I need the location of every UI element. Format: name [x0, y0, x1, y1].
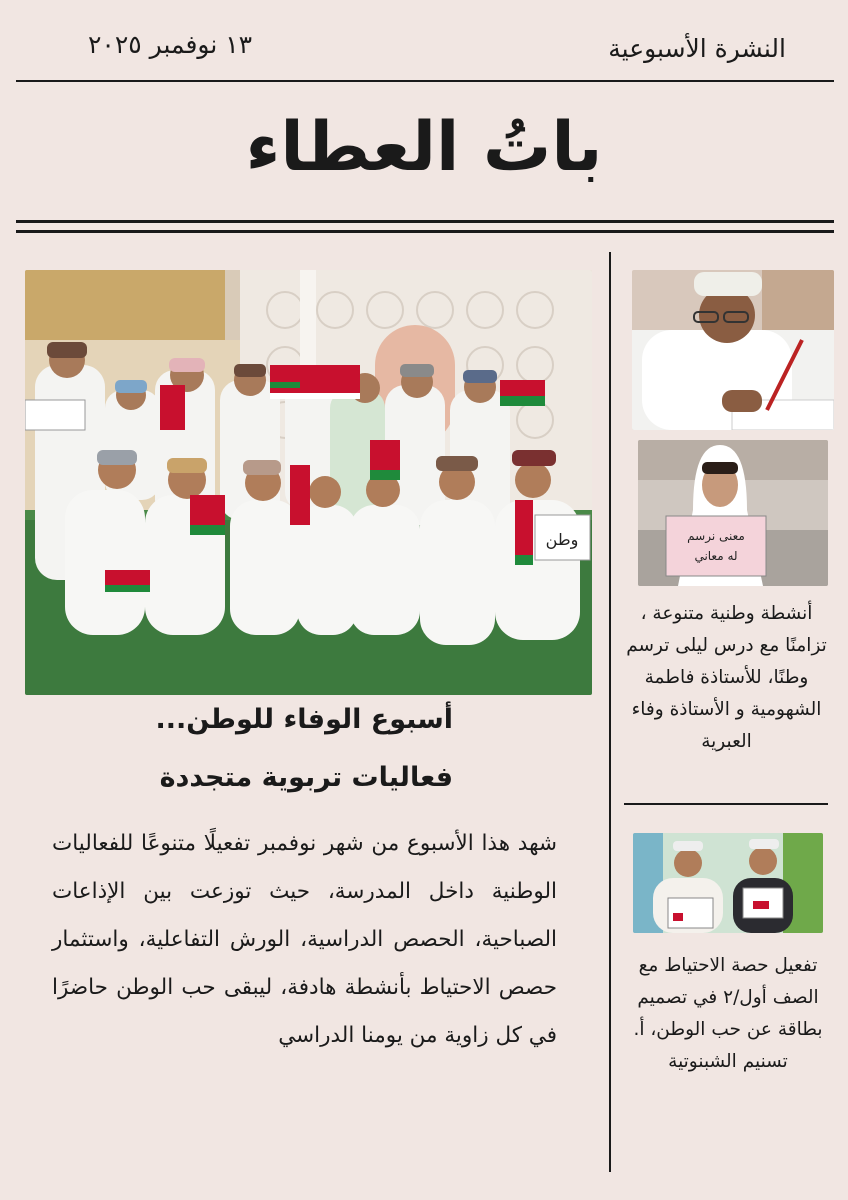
- side-photo-boy-drawing: [632, 270, 834, 430]
- article-headline: أسبوع الوفاء للوطن...: [155, 704, 453, 735]
- title-rule-lower: [16, 230, 834, 233]
- side-photo-girl-with-card: [638, 440, 828, 586]
- photo-sign-text: وطن: [545, 530, 579, 549]
- sidebar-caption-activities: أنشطة وطنية متنوعة ، تزامنًا مع درس ليلى ترسم وطنًا، للأستاذة فاطمة الشهومية و الأستاذة وفاء العبرية: [626, 603, 827, 752]
- issue-date: ١٣ نوفمبر ٢٠٢٥: [88, 30, 253, 59]
- main-photo-students-with-flags: [25, 270, 592, 695]
- article-subheadline: فعاليات تربوية متجددة: [159, 762, 453, 793]
- masthead-rule: [16, 80, 834, 82]
- article-body: شهد هذا الأسبوع من شهر نوفمبر تفعيلًا متنوعًا للفعاليات الوطنية داخل المدرسة، حيث توزعت بين الإذاعات الصباحية، الحصص الدراسية، الورش التفاعلية، واستثمار حصص الاحتياط بأنشطة هادفة، ليبقى حب الوطن حاضرًا في كل زاوية من يومنا الدراسي: [52, 831, 557, 1048]
- card-text-line2: له معاني: [694, 549, 738, 563]
- title-rule-upper: [16, 220, 834, 223]
- sidebar-rule: [624, 803, 828, 805]
- newsletter-label: النشرة الأسبوعية: [608, 34, 786, 63]
- newspaper-title: باتُ العطاء: [245, 108, 603, 187]
- card-text-line1: معنى نرسم: [687, 529, 745, 543]
- sidebar-caption-substitute-class: تفعيل حصة الاحتياط مع الصف أول/٢ في تصميم بطاقة عن حب الوطن، أ. تسنيم الشبنوتية: [633, 955, 823, 1072]
- column-divider: [609, 252, 611, 1172]
- side-photo-boys-with-cards: [633, 833, 823, 933]
